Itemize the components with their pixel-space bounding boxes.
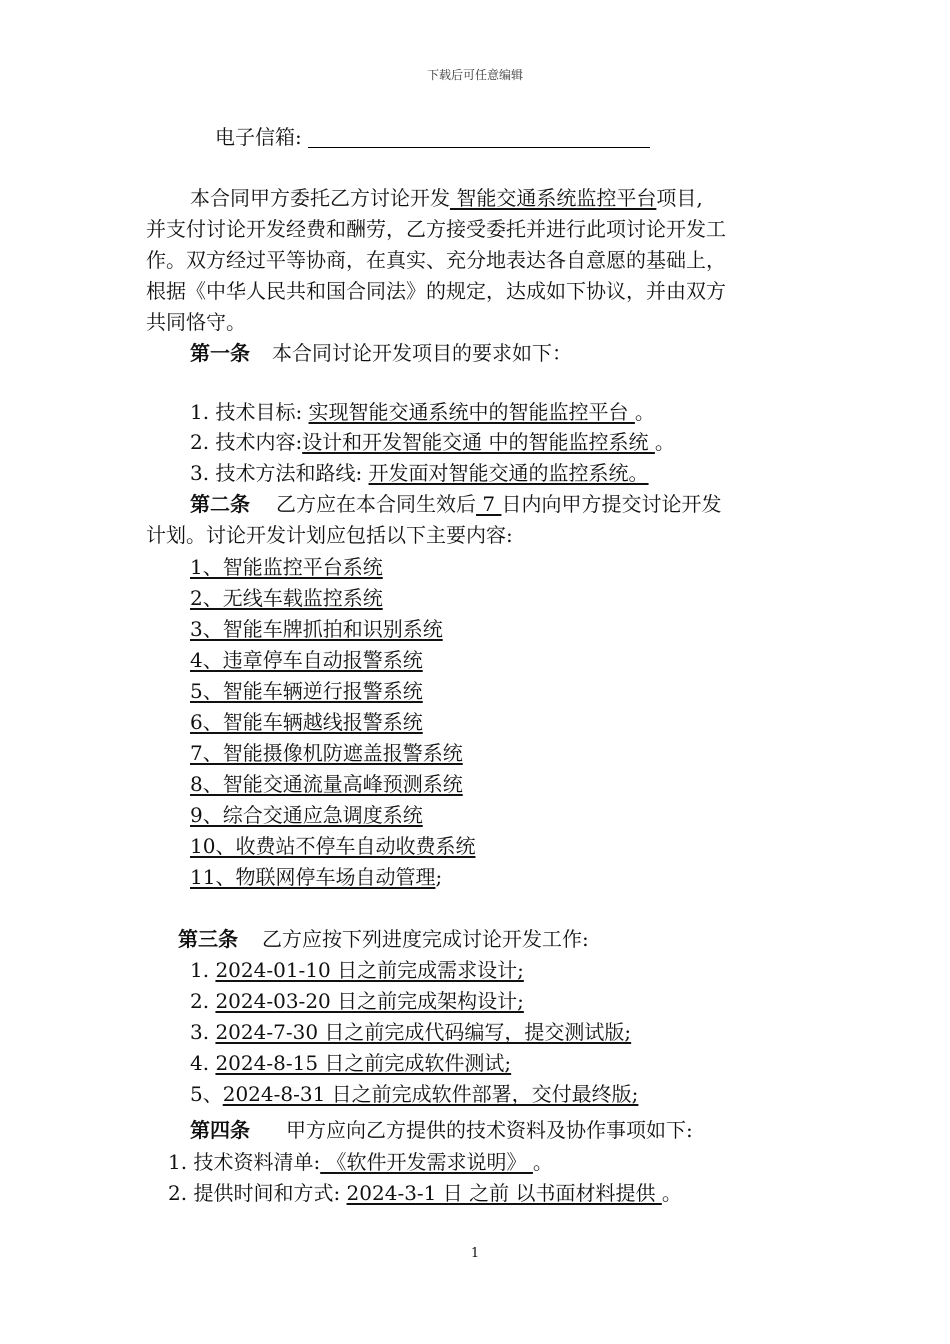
art1-item-2 [190, 428, 675, 456]
article-title: 第二条 [190, 492, 250, 516]
item-text: 2024-8-15 日之前完成软件测试; [215, 1051, 512, 1075]
article-text: 日内向甲方提交讨论开发 [501, 492, 722, 516]
item-label: 2. 技术内容: [190, 430, 303, 454]
intro-line-3: 作。双方经过平等协商，在真实、充分地表达各自意愿的基础上， [146, 248, 726, 272]
article-title: 第四条 [190, 1118, 250, 1142]
article-text: 本合同讨论开发项目的要求如下： [272, 341, 572, 365]
plan-item: 7、智能摄像机防遮盖报警系统 [190, 741, 463, 765]
email-blank [308, 127, 650, 148]
item-end: 。 [634, 400, 655, 424]
article-text: 乙方应按下列进度完成讨论开发工作: [262, 927, 589, 951]
item-label: 2. 提供时间和方式: [168, 1181, 341, 1205]
plan-item: 9、综合交通应急调度系统 [190, 803, 423, 827]
art1-item-1 [190, 398, 655, 426]
item-end: 。 [661, 1181, 682, 1205]
item-value: 实现智能交通系统中的智能监控平台 [308, 400, 635, 424]
article-2-line-2: 计划。讨论开发计划应包括以下主要内容: [146, 523, 513, 547]
email-label: 电子信箱: [215, 125, 302, 149]
article-title: 第三条 [178, 927, 238, 951]
art1-item-3 [190, 459, 649, 487]
article-3-heading [178, 925, 589, 953]
article-2-heading [190, 490, 721, 518]
intro-line-5: 共同恪守。 [146, 310, 246, 334]
item-label: 1. 技术目标: [190, 400, 303, 424]
item-value: 2024-3-1 日 之前 以书面材料提供 [346, 1181, 662, 1205]
article-title: 第一条 [190, 341, 250, 365]
article-1-heading [190, 339, 572, 367]
page-header: 下载后可任意编辑 [426, 68, 523, 82]
email-line [215, 123, 650, 151]
item-value: 设计和开发智能交通 中的智能监控系统 [302, 430, 655, 454]
item-end: ; [435, 865, 443, 889]
art4-item-1 [168, 1148, 553, 1176]
item-number: 2. [190, 989, 210, 1013]
plan-item: 8、智能交通流量高峰预测系统 [190, 772, 463, 796]
plan-item: 1、智能监控平台系统 [190, 555, 383, 579]
plan-item: 4、违章停车自动报警系统 [190, 648, 423, 672]
item-text: 2024-01-10 日之前完成需求设计; [215, 958, 524, 982]
project-name: 智能交通系统监控平台 [450, 186, 657, 210]
item-text: 2024-8-31 日之前完成软件部署，交付最终版; [222, 1082, 639, 1106]
art4-item-2 [168, 1179, 682, 1207]
item-number: 1. [190, 958, 210, 982]
item-value: 《软件开发需求说明》 [320, 1150, 533, 1174]
plan-item: 2、无线车载监控系统 [190, 586, 383, 610]
plan-item-text: 11、物联网停车场自动管理 [190, 865, 436, 889]
schedule-item [190, 956, 524, 984]
plan-item: 6、智能车辆越线报警系统 [190, 710, 423, 734]
days-value: 7 [476, 492, 502, 516]
schedule-item [190, 1080, 638, 1108]
item-number: 4. [190, 1051, 210, 1075]
plan-item: 5、智能车辆逆行报警系统 [190, 679, 423, 703]
intro-text: 项目, [656, 186, 703, 210]
plan-item [190, 863, 442, 891]
schedule-item [190, 1018, 631, 1046]
intro-line-1 [190, 184, 703, 212]
item-text: 2024-03-20 日之前完成架构设计; [215, 989, 524, 1013]
article-4-heading [190, 1116, 693, 1144]
item-number: 5、 [190, 1082, 223, 1106]
schedule-item [190, 1049, 511, 1077]
item-value: 开发面对智能交通的监控系统。 [368, 461, 649, 485]
item-end: 。 [654, 430, 675, 454]
intro-text: 本合同甲方委托乙方讨论开发 [190, 186, 450, 210]
article-text: 甲方应向乙方提供的技术资料及协作事项如下: [286, 1118, 693, 1142]
item-label: 1. 技术资料清单: [168, 1150, 321, 1174]
intro-line-2: 并支付讨论开发经费和酬劳，乙方接受委托并进行此项讨论开发工 [146, 217, 726, 241]
article-text: 乙方应在本合同生效后 [276, 492, 476, 516]
page-number: 1 [470, 1246, 480, 1261]
plan-item: 10、收费站不停车自动收费系统 [190, 834, 476, 858]
item-label: 3. 技术方法和路线: [190, 461, 363, 485]
plan-item: 3、智能车牌抓拍和识别系统 [190, 617, 443, 641]
item-end: 。 [532, 1150, 553, 1174]
intro-line-4: 根据《中华人民共和国合同法》的规定，达成如下协议，并由双方 [146, 279, 726, 303]
item-number: 3. [190, 1020, 210, 1044]
schedule-item [190, 987, 524, 1015]
item-text: 2024-7-30 日之前完成代码编写，提交测试版; [215, 1020, 632, 1044]
